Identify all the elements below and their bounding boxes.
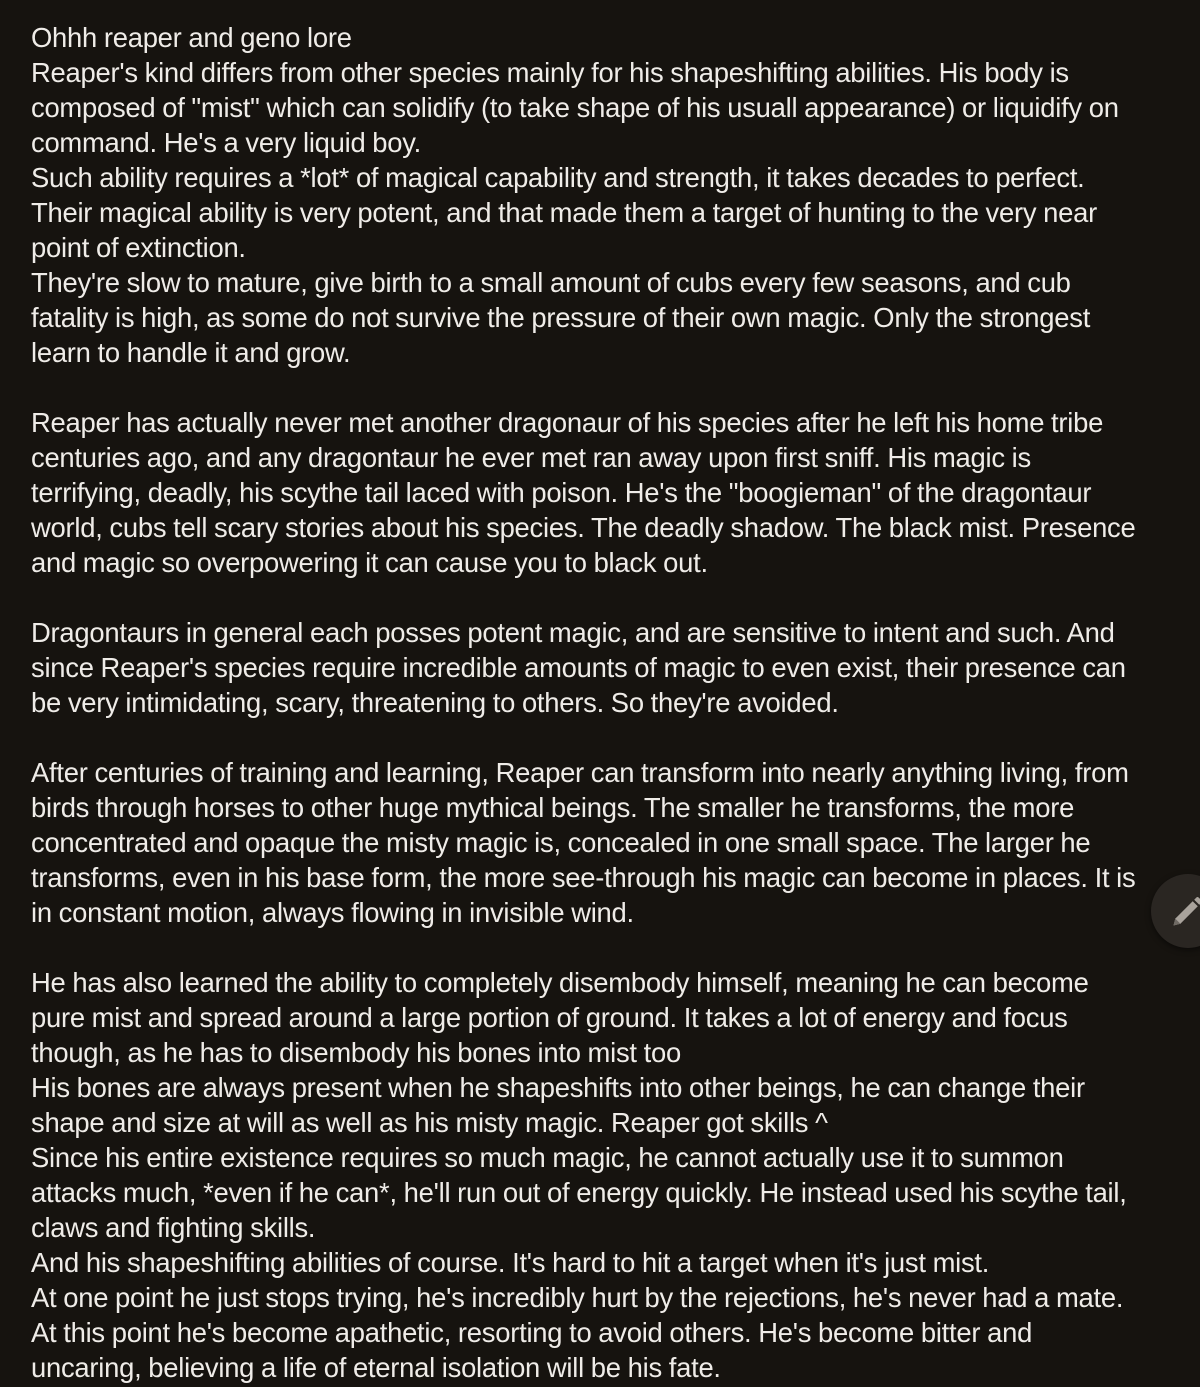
note-line: though, as he has to disembody his bones into mist too [31,1037,681,1068]
note-line: birds through horses to other huge mythical beings. The smaller he transforms, the more [31,792,1075,823]
note-line: in constant motion, always flowing in invisible wind. [31,897,634,928]
note-line: terrifying, deadly, his scythe tail laced with poison. He's the "boogieman" of the dragontaur [31,477,1092,508]
note-line: centuries ago, and any dragontaur he ever met ran away upon first sniff. His magic is [31,442,1031,473]
note-line: Their magical ability is very potent, and that made them a target of hunting to the very near [31,197,1097,228]
note-line: world, cubs tell scary stories about his species. The deadly shadow. The black mist. Presence [31,512,1136,543]
note-line: uncaring, believing a life of eternal isolation will be his fate. [31,1352,721,1383]
paragraph-spacer [31,930,1181,965]
note-line: be very intimidating, scary, threatening to others. So they're avoided. [31,687,839,718]
paragraph-spacer [31,580,1181,615]
note-line: attacks much, *even if he can*, he'll run out of energy quickly. He instead used his scythe tail, [31,1177,1127,1208]
note-title-line: Ohhh reaper and geno lore [31,22,352,53]
pencil-icon [1169,894,1200,930]
note-line: His bones are always present when he shapeshifts into other beings, he can change their [31,1072,1085,1103]
note-line: claws and fighting skills. [31,1212,316,1243]
note-line: composed of "mist" which can solidify (to take shape of his usuall appearance) or liquidify on [31,92,1119,123]
note-line: concentrated and opaque the misty magic is, concealed in one small space. The larger he [31,827,1091,858]
note-line: Since his entire existence requires so much magic, he cannot actually use it to summon [31,1142,1064,1173]
note-line: At this point he's become apathetic, resorting to avoid others. He's become bitter and [31,1317,1033,1348]
note-line: since Reaper's species require incredible amounts of magic to even exist, their presence can [31,652,1126,683]
note-line: He has also learned the ability to completely disembody himself, meaning he can become [31,967,1089,998]
note-line: shape and size at will as well as his misty magic. Reaper got skills ^ [31,1107,828,1138]
note-line: Such ability requires a *lot* of magical capability and strength, it takes decades to perfect. [31,162,1085,193]
note-line: They're slow to mature, give birth to a small amount of cubs every few seasons, and cub [31,267,1071,298]
note-line: pure mist and spread around a large portion of ground. It takes a lot of energy and focus [31,1002,1068,1033]
note-body[interactable] [31,20,1181,1385]
paragraph-spacer [31,720,1181,755]
note-line: point of extinction. [31,232,246,263]
paragraph-spacer [31,370,1181,405]
note-line: transforms, even in his base form, the more see-through his magic can become in places. It is [31,862,1136,893]
note-line: fatality is high, as some do not survive the pressure of their own magic. Only the strongest [31,302,1091,333]
note-line: command. He's a very liquid boy. [31,127,422,158]
note-line: Reaper has actually never met another dragonaur of his species after he left his home tribe [31,407,1104,438]
note-line: Reaper's kind differs from other species mainly for his shapeshifting abilities. His body is [31,57,1069,88]
note-line: and magic so overpowering it can cause you to black out. [31,547,708,578]
note-line: Dragontaurs in general each posses potent magic, and are sensitive to intent and such. And [31,617,1115,648]
note-line: At one point he just stops trying, he's incredibly hurt by the rejections, he's never had a mate. [31,1282,1124,1313]
note-line: After centuries of training and learning, Reaper can transform into nearly anything living, from [31,757,1129,788]
note-line: learn to handle it and grow. [31,337,351,368]
note-line: And his shapeshifting abilities of course. It's hard to hit a target when it's just mist. [31,1247,990,1278]
